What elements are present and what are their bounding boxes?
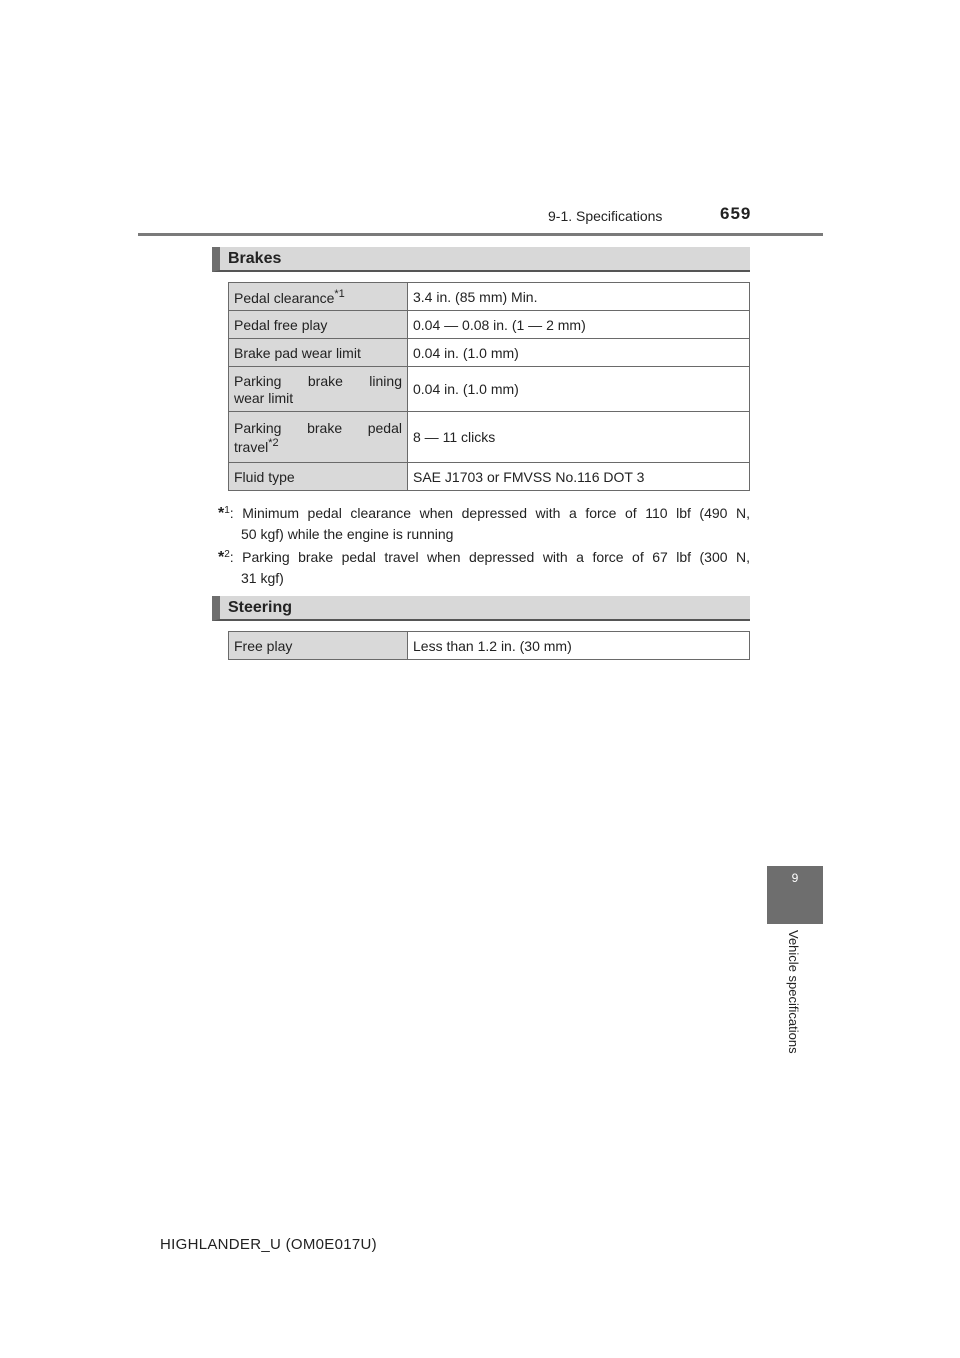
row-value: 3.4 in. (85 mm) Min. xyxy=(408,283,750,311)
row-label: Parking brake pedal travel$^{*2}$ xyxy=(229,412,408,463)
row-value: 0.04 in. (1.0 mm) xyxy=(408,367,750,412)
steering-table xyxy=(228,631,750,660)
table-row xyxy=(229,311,750,339)
row-label: Parking brake lining wear limit xyxy=(229,367,408,412)
footnote-ref: *1 xyxy=(334,287,345,300)
table-row xyxy=(229,412,750,463)
header-divider xyxy=(138,233,823,236)
steering-heading: Steering xyxy=(212,596,750,621)
chapter-label: Vehicle specifications xyxy=(786,930,801,1054)
row-label: Brake pad wear limit xyxy=(229,339,408,367)
row-value: 8 — 11 clicks xyxy=(408,412,750,463)
chapter-tab xyxy=(767,866,823,924)
row-label: Pedal free play xyxy=(229,311,408,339)
footnote: *$^2$: Parking brake pedal travel when depressed with a force of 67 lbf (300 N, 31 kgf) xyxy=(218,549,750,586)
brakes-table xyxy=(228,282,750,491)
page-number: 659 xyxy=(720,204,752,223)
row-label: Pedal clearance$^{*1}$ xyxy=(229,283,408,311)
footnote: *$^1$: Minimum pedal clearance when depressed with a force of 110 lbf (490 N, 50 kgf) while the engine is running xyxy=(218,505,750,542)
row-value: SAE J1703 or FMVSS No.116 DOT 3 xyxy=(408,463,750,491)
row-label: Free play xyxy=(229,632,408,660)
row-label: Fluid type xyxy=(229,463,408,491)
row-value: 0.04 — 0.08 in. (1 — 2 mm) xyxy=(408,311,750,339)
section-title: 9-1. Specifications xyxy=(548,208,663,224)
chapter-number: 9 xyxy=(791,871,799,885)
footnote-ref: *2 xyxy=(268,436,279,449)
table-row xyxy=(229,367,750,412)
table-row xyxy=(229,632,750,660)
table-row xyxy=(229,463,750,491)
footer-model-code: HIGHLANDER_U (OM0E017U) xyxy=(160,1236,377,1253)
row-value: 0.04 in. (1.0 mm) xyxy=(408,339,750,367)
brakes-heading: Brakes xyxy=(212,247,750,272)
table-row xyxy=(229,283,750,311)
row-value: Less than 1.2 in. (30 mm) xyxy=(408,632,750,660)
table-row xyxy=(229,339,750,367)
